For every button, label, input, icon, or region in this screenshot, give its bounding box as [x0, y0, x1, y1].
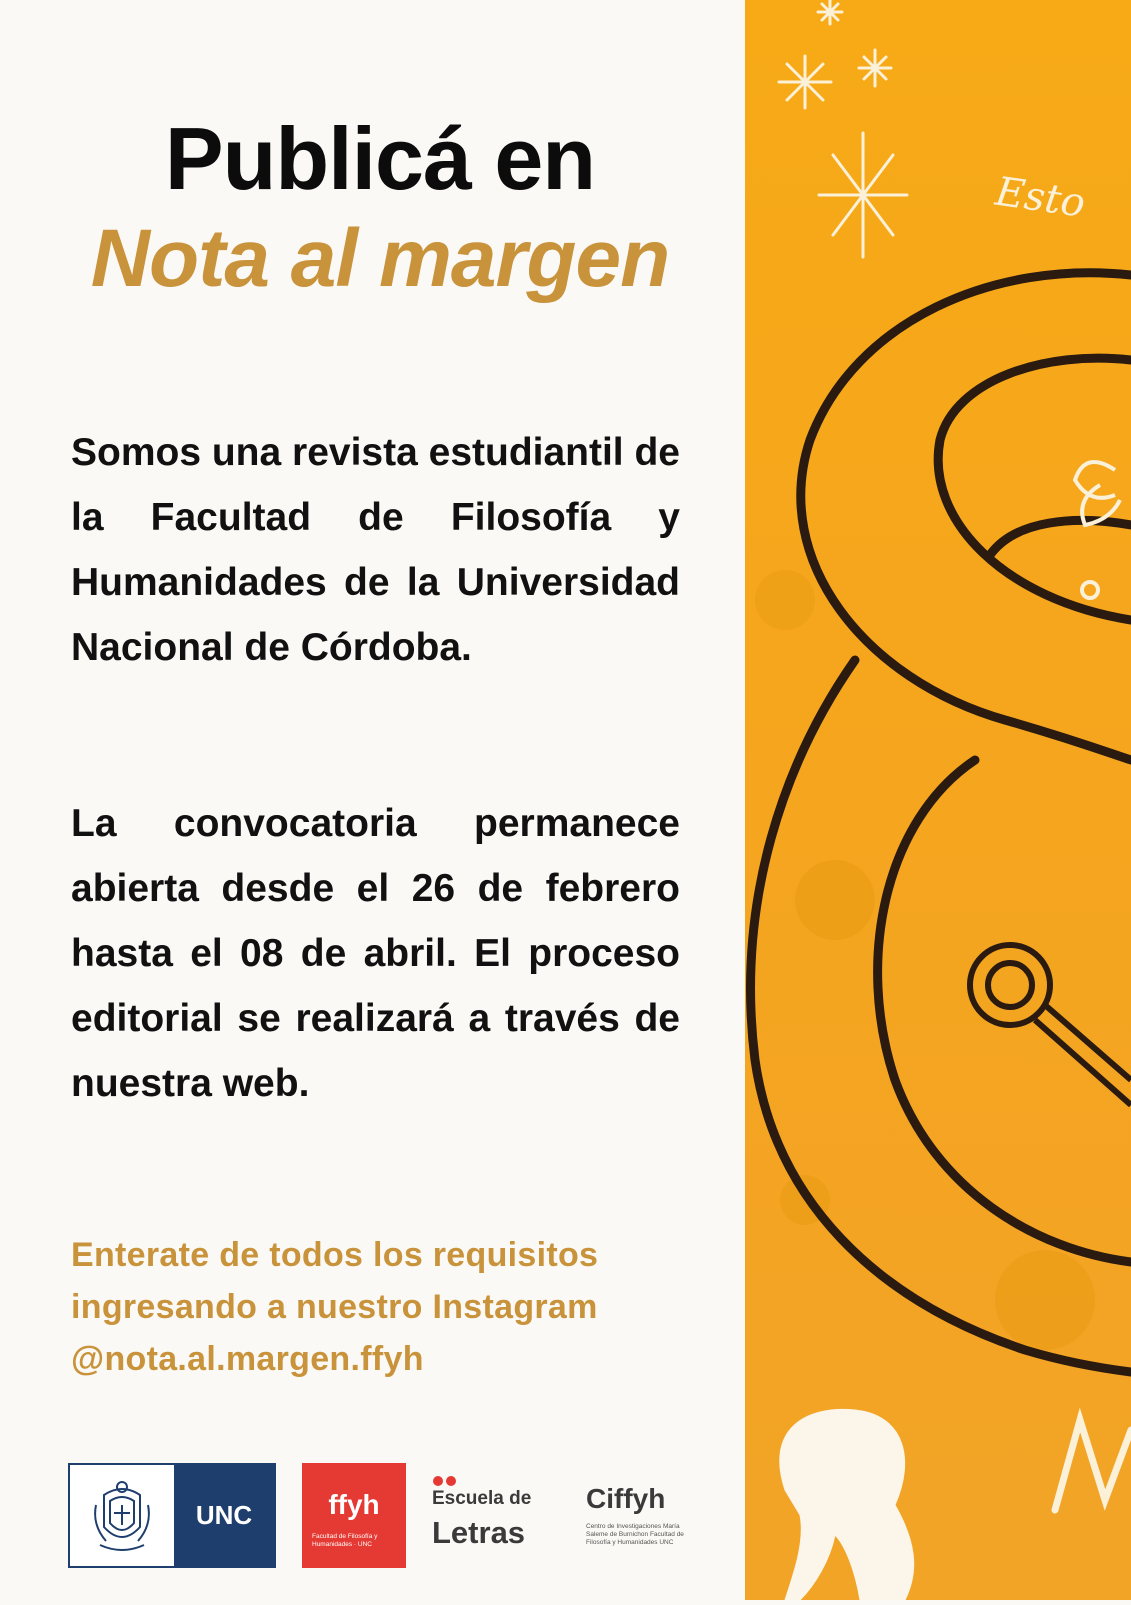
- letras-line-2: Letras: [432, 1515, 526, 1550]
- ffyh-logo: [302, 1463, 406, 1568]
- letras-line-1: Escuela de: [432, 1488, 532, 1509]
- paragraph-about: Somos una revista estudiantil de la Facultad de Filosofía y Humanidades de la Universidad Nacional de Córdoba.: [71, 431, 680, 669]
- paragraph-call: La convocatoria permanece abierta desde el 26 de febrero hasta el 08 de abril. El proceso editorial se realizará a través de nuestra web.: [71, 802, 680, 1105]
- logo-strip: [68, 1463, 688, 1568]
- title-line-1: Publicá en: [164, 109, 596, 208]
- instagram-handle[interactable]: @nota.al.margen.ffyh: [71, 1340, 424, 1378]
- instagram-note: [71, 1229, 683, 1385]
- title-line-2: Nota al margen: [90, 213, 670, 304]
- note-line-1: Enterate de todos los requisitos: [71, 1236, 599, 1274]
- ciffyh-logo: [576, 1463, 688, 1568]
- unc-logo: [68, 1463, 276, 1568]
- script-text: Esto: [992, 168, 1089, 227]
- unc-crest-icon: [70, 1465, 174, 1566]
- note-line-2: ingresando a nuestro Instagram: [71, 1288, 598, 1326]
- ffyh-label: ffyh: [328, 1489, 380, 1520]
- illustration-art: [745, 0, 1131, 1600]
- ffyh-sub: Facultad de Filosofía y Humanidades · UNC: [312, 1533, 378, 1548]
- ciffyh-sub: Centro de Investigaciones María Saleme de Burnichon Facultad de Filosofía y Humanidades UNC: [586, 1523, 684, 1546]
- illustration-panel: [745, 0, 1131, 1600]
- escuela-letras-logo: [430, 1463, 550, 1568]
- ciffyh-label: Ciffyh: [586, 1483, 666, 1514]
- unc-label: UNC: [174, 1465, 274, 1566]
